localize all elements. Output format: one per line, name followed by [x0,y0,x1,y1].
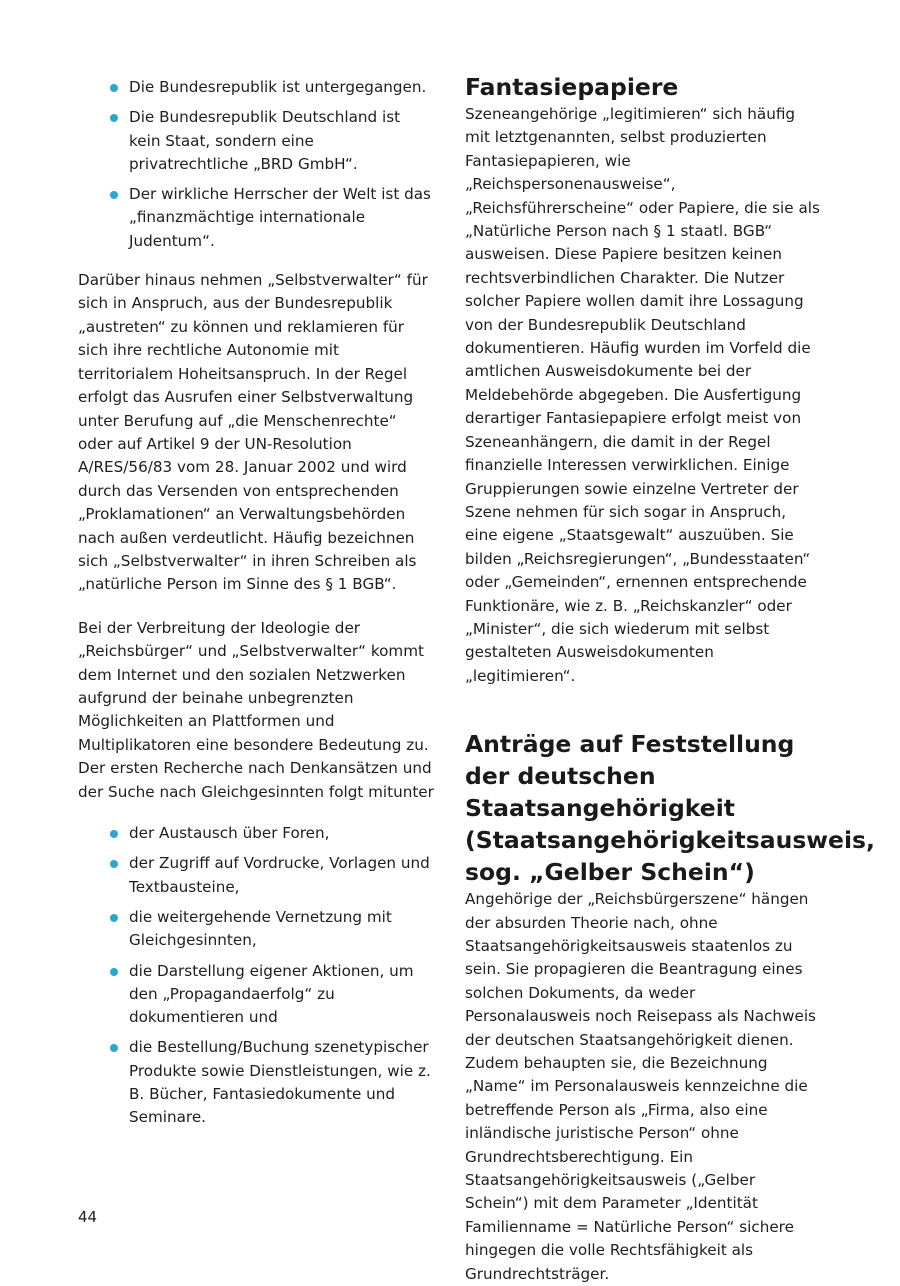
right-column [465,70,875,1286]
bullet-text: der Austausch über Foren, [129,824,330,843]
bullet-text: der Zugriff auf Vordrucke, Vorlagen und Textbausteine, [129,854,430,896]
list-item [78,76,434,99]
list-item [78,183,434,253]
paragraph-selbstverwalter: Darüber hinaus nehmen „Selbstverwalter“ für sich in Anspruch, aus der Bundesrepublik „austreten“ zu können und reklamieren für sich ihre rechtliche Autonomie mit territorialem Hoheitsanspruch. In der Regel erfolgt das Ausrufen einer Selbstverwaltung unter Berufung auf „die Menschenrechte“ oder auf Artikel 9 der UN-Resolution A/RES/56/83 vom 28. Januar 2002 und wird durch das Versenden von entsprechenden „Proklamationen“ an Verwaltungsbehörden nach außen verdeutlicht. Häufig bezeichnen sich „Selbstverwalter“ in ihren Schreiben als „natürliche Person im Sinne des § 1 BGB“. [78,271,428,594]
bullet-dot-icon [110,1044,118,1052]
paragraph-staatsangehoerigkeit: Angehörige der „Reichsbürgerszene“ hängen der absurden Theorie nach, ohne Staatsangehörigkeitsausweis staatenlos zu sein. Sie propagieren die Beantragung eines solchen Dokuments, da weder Personalausweis noch Reisepass als Nachweis der deutschen Staatsangehörigkeit dienen. Zudem behaupten sie, die Bezeichnung „Name“ im Personalausweis kennzeichne die betreffende Person als „Firma, also eine inländische juristische Person“ ohne Grundrechtsberechtigung. Ein Staatsangehörigkeitsausweis („Gelber Schein“) mit dem Parameter „Identität Familienname = Natürliche Person“ sichere hingegen die volle Rechtsfähigkeit als Grundrechtsträger. [465,890,816,1283]
bullet-text: die Darstellung eigener Aktionen, um den „Propagandaerfolg“ zu dokumentieren und [129,961,414,1027]
heading-staatsangehoerigkeit: Anträge auf Feststellung der deutschen Staatsangehörigkeit (Staatsangehörigkeitsausweis, sog. „Gelber Schein“) [465,730,875,887]
list-item [78,1036,434,1129]
bullet-text: Die Bundesrepublik ist untergegangen. [129,78,427,96]
list-item [78,822,434,845]
list-item [78,852,434,899]
bullet-list-top [78,76,434,253]
bullet-dot-icon [110,114,118,122]
bullet-text: Die Bundesrepublik Deutschland ist kein Staat, sondern eine privatrechtliche „BRD GmbH“. [129,108,401,173]
paragraph-verbreitung: Bei der Verbreitung der Ideologie der „Reichsbürger“ und „Selbstverwalter“ kommt dem Internet und den sozialen Netzwerken aufgrund der beinahe unbegrenzten Möglichkeiten an Plattformen und Multiplikatoren eine besondere Bedeutung zu. Der ersten Recherche nach Denkansätzen und der Suche nach Gleichgesinnten folgt mitunter [78,618,434,801]
heading-fantasiepapiere: Fantasiepapiere [465,73,679,101]
list-item [78,906,434,953]
bullet-dot-icon [110,830,118,838]
bullet-dot-icon [110,191,118,199]
bullet-dot-icon [110,914,118,922]
bullet-dot-icon [110,968,118,976]
bullet-text: Der wirkliche Herrscher der Welt ist das „finanzmächtige internationale Judentum“. [129,185,431,250]
list-item [78,106,434,176]
bullet-text: die weitergehende Vernetzung mit Gleichgesinnten, [129,907,392,950]
paragraph-fantasiepapiere: Szeneangehörige „legitimieren“ sich häufig mit letztgenannten, selbst produzierten Fantasiepapieren, wie „Reichspersonenausweise“, „Reichsführerscheine“ oder Papiere, die sie als „Natürliche Person nach § 1 staatl. BGB“ ausweisen. Diese Papiere besitzen keinen rechtsverbindlichen Charakter. Die Nutzer solcher Papiere wollen damit ihre Lossagung von der Bundesrepublik Deutschland dokumentieren. Häufig wurden im Vorfeld die amtlichen Ausweisdokumente bei der Meldebehörde abgegeben. Die Ausfertigung derartiger Fantasiepapiere erfolgt meist von Szeneanhängern, die damit in der Regel finanzielle Interessen verwirklichen. Einige Gruppierungen sowie einzelne Vertreter der Szene nehmen für sich sogar in Anspruch, eine eigene „Staatsgewalt“ auszuüben. Sie bilden „Reichsregierungen“, „Bundesstaaten“ oder „Gemeinden“, ernennen entsprechende Funktionäre, wie z. B. „Reichskanzler“ oder „Minister“, die sich wiederum mit selbst gestalteten Ausweisdokumenten „legitimieren“. [465,105,820,685]
left-column [78,70,434,1137]
list-item [78,960,434,1030]
bullet-dot-icon [110,860,118,868]
page-number: 44 [78,1208,98,1226]
bullet-text: die Bestellung/Buchung szenetypischer Produkte sowie Dienstleistungen, wie z. B. Bücher, Fantasiedokumente und Seminare. [129,1038,431,1127]
bullet-dot-icon [110,84,118,92]
bullet-list-lower [78,822,434,1130]
